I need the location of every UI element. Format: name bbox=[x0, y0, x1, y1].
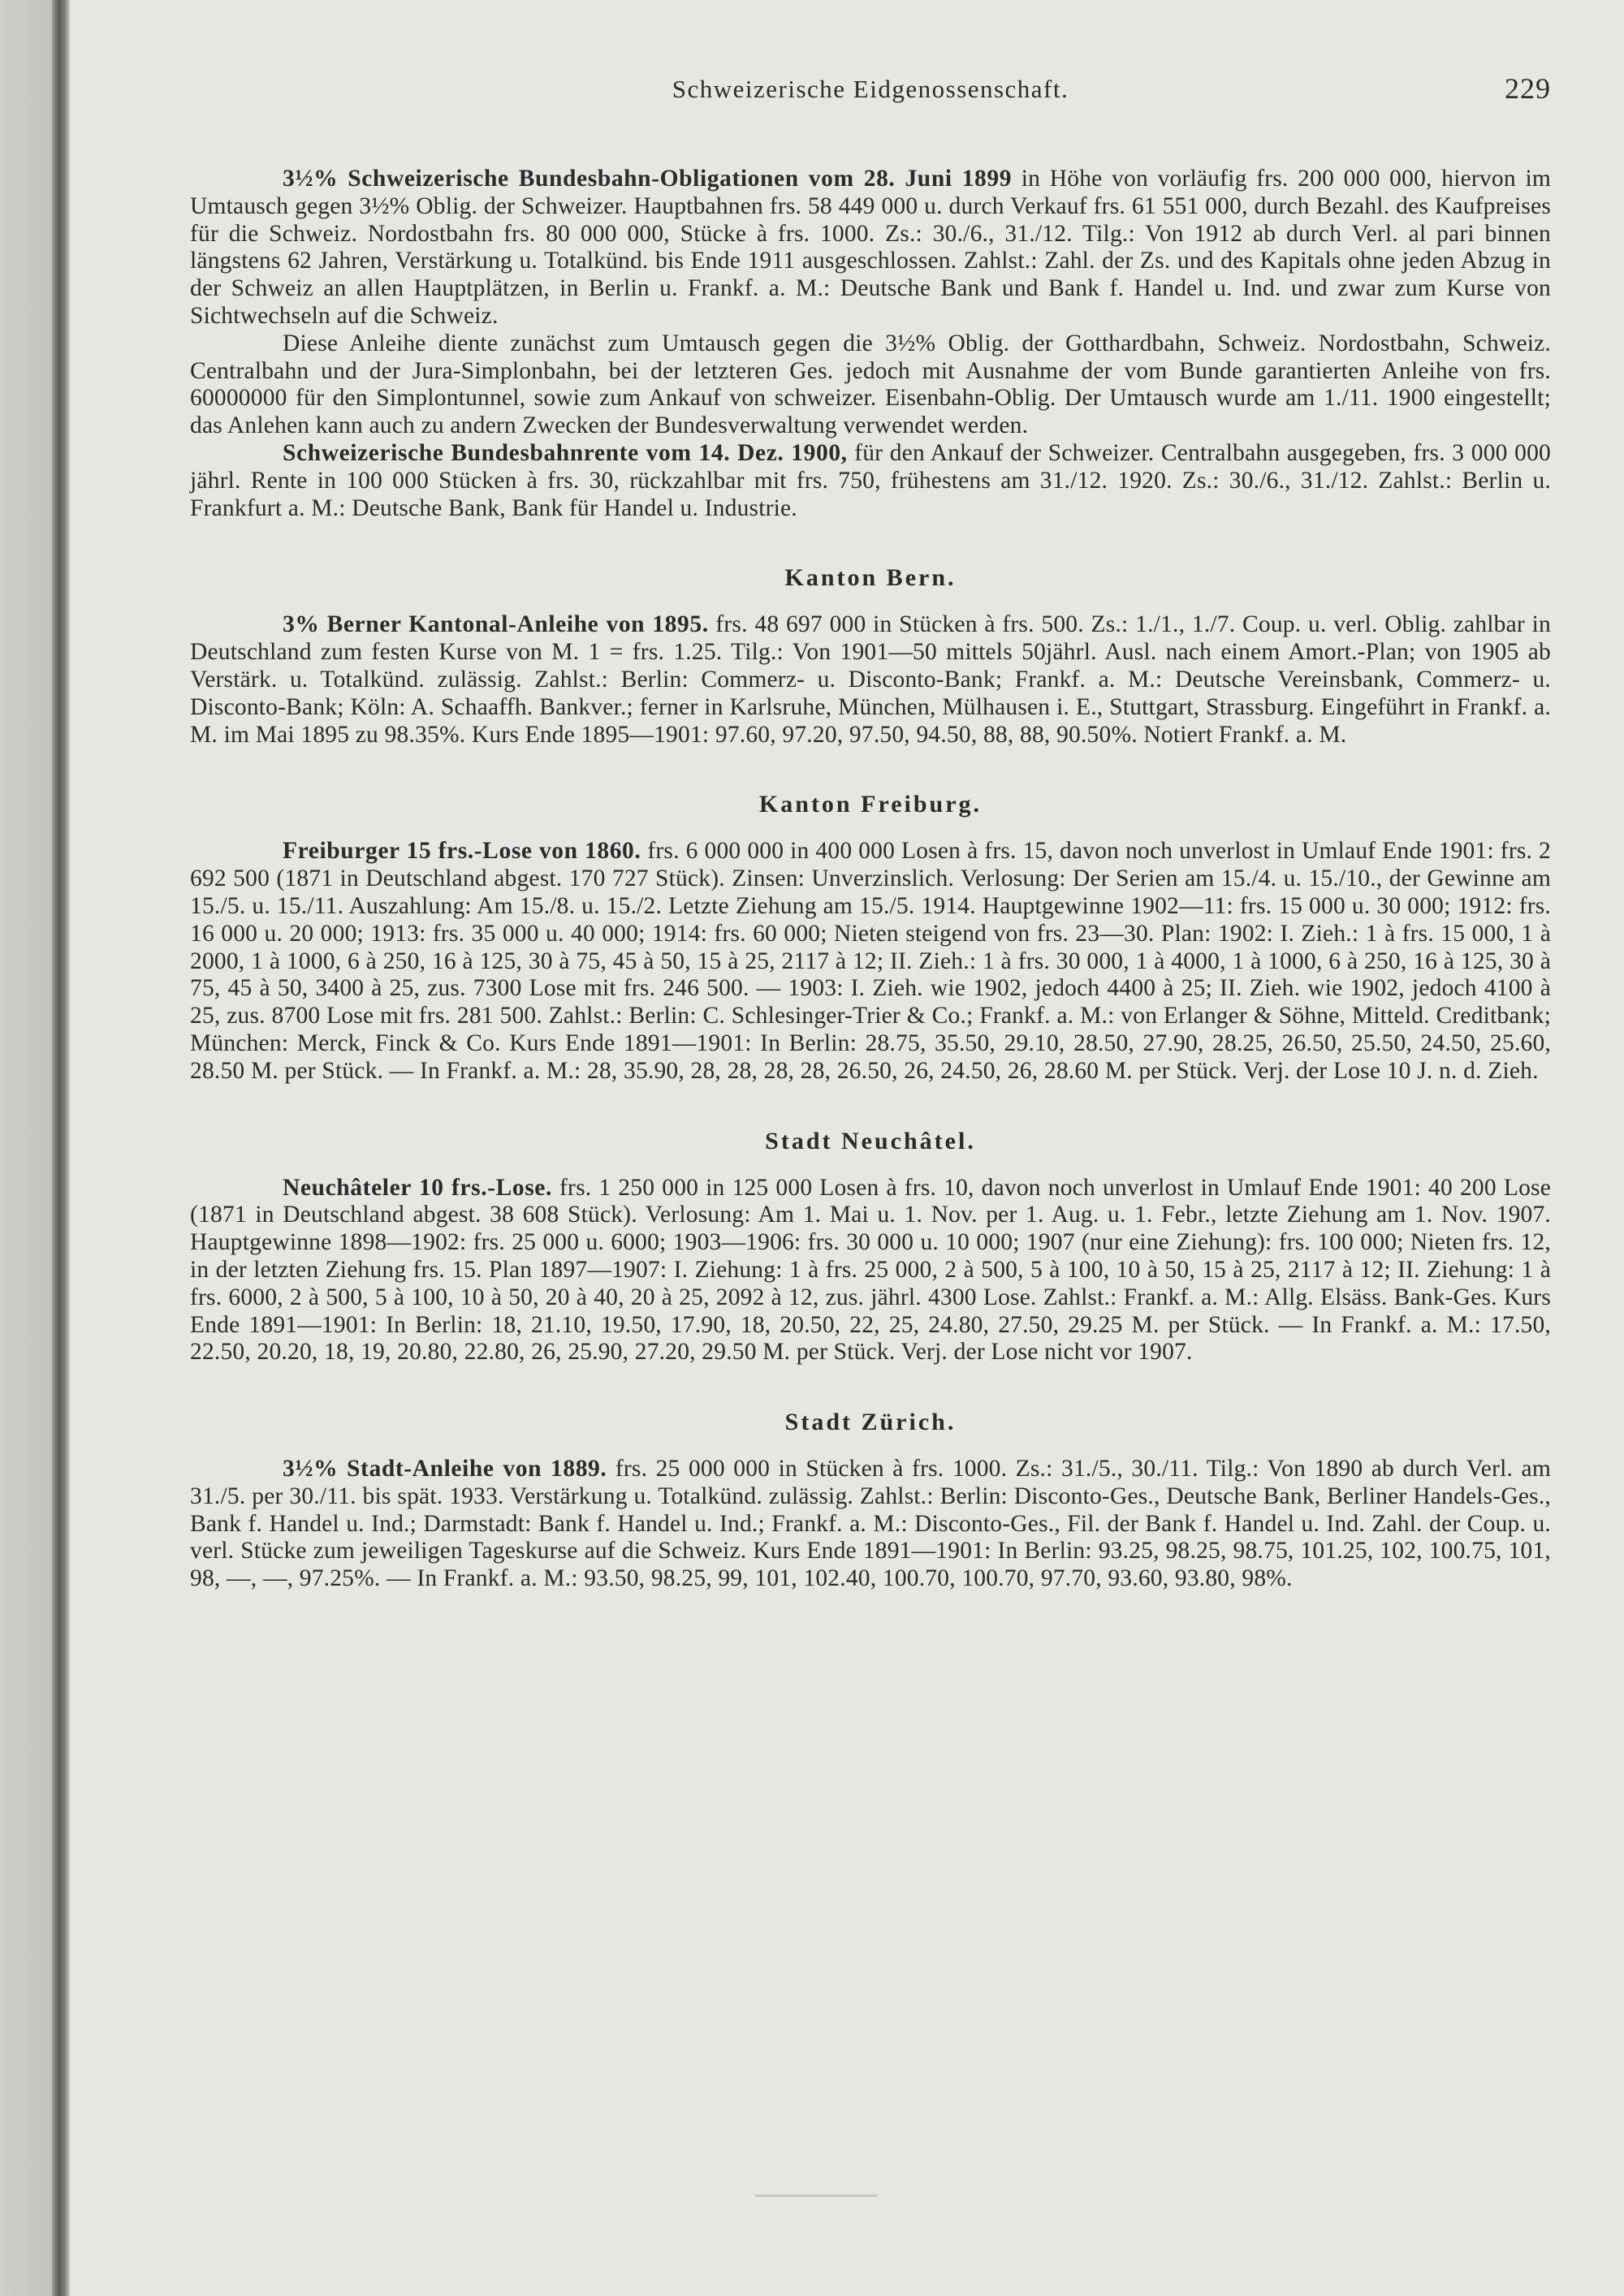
running-title: Schweizerische Eidgenossenschaft. bbox=[672, 75, 1069, 103]
entry-bundesbahn-note bbox=[190, 330, 1551, 440]
page-number: 229 bbox=[1505, 72, 1551, 105]
page-gutter-shade bbox=[0, 0, 52, 2296]
entry-freiburger-lose bbox=[190, 838, 1551, 1085]
section-heading-zuerich: Stadt Zürich. bbox=[784, 1409, 957, 1436]
page-binding-edge bbox=[52, 0, 70, 2296]
entry-text: Diese Anleihe diente zunächst zum Umtausch gegen die 3½% Oblig. der Gotthardbahn, Schweiz. Nordostbahn, Schweiz. Centralbahn und der Jura-Simplonbahn, bei der letzteren Ges. jedoch mit Ausnahme der vom Bunde garantierten Anleihe von frs. 60000000 für den Simplontunnel, sowie zum Ankauf von schweizer. Eisenbahn-Oblig. Der Umtausch wurde am 1./11. 1900 eingestellt; das Anlehen kann auch zu andern Zwecken der Bundesverwaltung verwendet werden. bbox=[190, 330, 1551, 439]
entry-title: 3½% Schweizerische Bundesbahn-Obligationen vom 28. Juni 1899 bbox=[283, 166, 1013, 192]
footer-rule bbox=[755, 2195, 877, 2197]
entry-title: 3½% Stadt-Anleihe von 1889. bbox=[283, 1456, 607, 1482]
section-heading-freiburg: Kanton Freiburg. bbox=[758, 791, 983, 818]
entry-text: frs. 6 000 000 in 400 000 Losen à frs. 15, davon noch unverlost in Umlauf Ende 1901: frs. 2 692 500 (1871 in Deutschland abgest. 170 727 Stück). Zinsen: Unverzinslich. Verlosung: Der Serien am 15./4. u. 15./10., der Gewinne am 15./5. u. 15./11. Auszahlung: Am 15./8. u. 15./2. Letzte Ziehung am 15./5. 1914. Hauptgewinne 1902—11: frs. 15 000 u. 30 000; 1912: frs. 16 000 u. 20 000; 1913: frs. 35 000 u. 40 000; 1914: frs. 60 000; Nieten steigend von frs. 23—30. Plan: 1902: I. Zieh.: 1 à frs. 15 000, 1 à 2000, 1 à 1000, 6 à 250, 16 à 125, 30 à 75, 45 à 50, 15 à 25, 2117 à 12; II. Zieh.: 1 à frs. 30 000, 1 à 4000, 1 à 1000, 6 à 250, 16 à 125, 30 à 75, 45 à 50, 3400 à 25, zus. 7300 Lose mit frs. 246 500. — 1903: I. Zieh. wie 1902, jedoch 4400 à 25; II. Zieh. wie 1902, jedoch 4100 à 25, zus. 8700 Lose mit frs. 281 500. Zahlst.: Berlin: C. Schlesinger-Trier & Co.; Frankf. a. M.: von Erlanger & Söhne, Mitteld. Creditbank; München: Merck, Finck & Co. Kurs Ende 1891—1901: In Berlin: 28.75, 35.50, 29.10, 28.50, 27.90, 28.25, 26.50, 25.50, 24.50, 25.60, 28.50 M. per Stück. — In Frankf. a. M.: 28, 35.90, 28, 28, 28, 28, 26.50, 26, 24.50, 26, 28.60 M. per Stück. Verj. der Lose 10 J. n. d. Zieh. bbox=[190, 838, 1552, 1084]
entry-title: Freiburger 15 frs.-Lose von 1860. bbox=[283, 838, 641, 865]
page-content bbox=[190, 70, 1551, 1593]
section-heading-neuchatel: Stadt Neuchâtel. bbox=[765, 1127, 976, 1154]
entry-bundesbahnrente bbox=[190, 440, 1551, 522]
entry-bundesbahn-obligationen bbox=[190, 166, 1551, 330]
entry-title: Schweizerische Bundesbahnrente vom 14. Dez. 1900, bbox=[283, 439, 848, 466]
entry-neuchateler-lose bbox=[190, 1175, 1551, 1367]
entry-title: 3% Berner Kantonal-Anleihe von 1895. bbox=[283, 611, 709, 638]
section-heading-bern: Kanton Bern. bbox=[784, 564, 957, 592]
entry-text: frs. 48 697 000 in Stücken à frs. 500. Zs.: 1./1., 1./7. Coup. u. verl. Oblig. zahlbar in Deutschland zum festen Kurse von M. 1 = frs. 1.25. Tilg.: Von 1901—50 mittels 50jährl. Ausl. nach einem Amort.-Plan; von 1905 ab Verstärk. u. Totalkünd. zulässig. Zahlst.: Berlin: Commerz- u. Disconto-Bank; Frankf. a. M.: Deutsche Vereinsbank, Commerz- u. Disconto-Bank; Köln: A. Schaaffh. Bankver.; ferner in Karlsruhe, München, Mülhausen i. E., Stuttgart, Strassburg. Eingeführt in Frankf. a. M. im Mai 1895 zu 98.35%. Kurs Ende 1895—1901: 97.60, 97.20, 97.50, 94.50, 88, 88, 90.50%. Notiert Frankf. a. M. bbox=[190, 611, 1551, 748]
entry-text: in Höhe von vorläufig frs. 200 000 000, hiervon im Umtausch gegen 3½% Oblig. der Schweizer. Hauptbahnen frs. 58 449 000 u. durch Verkauf frs. 61 551 000, durch Bezahl. des Kaufpreises für die Schweiz. Nordostbahn frs. 80 000 000, Stücke à frs. 1000. Zs.: 30./6., 31./12. Tilg.: Von 1912 ab durch Verl. al pari binnen längstens 62 Jahren, Verstärkung u. Totalkünd. bis Ende 1911 ausgeschlossen. Zahlst.: Zahl. der Zs. und des Kapitals ohne jeden Abzug in der Schweiz an allen Hauptplätzen, in Berlin u. Frankf. a. M.: Deutsche Bank und Bank f. Handel u. Ind. und zwar zum Kurse von Sichtwechseln auf die Schweiz. bbox=[190, 166, 1551, 329]
entry-text: frs. 1 250 000 in 125 000 Losen à frs. 10, davon noch unverlost in Umlauf Ende 1901: 40 200 Lose (1871 in Deutschland abgest. 38 608 Stück). Verlosung: Am 1. Mai u. 1. Nov. per 1. Aug. u. 1. Febr., letzte Ziehung am 1. Nov. 1907. Hauptgewinne 1898—1902: frs. 25 000 u. 6000; 1903—1906: frs. 30 000 u. 10 000; 1907 (nur eine Ziehung): frs. 100 000; Nieten frs. 12, in der letzten Ziehung frs. 15. Plan 1897—1907: I. Ziehung: 1 à frs. 25 000, 2 à 500, 5 à 100, 10 à 50, 15 à 25, 2117 à 12; II. Ziehung: 1 à frs. 6000, 2 à 500, 5 à 100, 10 à 50, 20 à 40, 20 à 25, 2092 à 12, zus. jährl. 4300 Lose. Zahlst.: Frankf. a. M.: Allg. Elsäss. Bank-Ges. Kurs Ende 1891—1901: In Berlin: 18, 21.10, 19.50, 17.90, 18, 20.50, 22, 25, 24.80, 27.50, 29.25 M. per Stück. — In Frankf. a. M.: 17.50, 22.50, 20.20, 18, 19, 20.80, 22.80, 26, 25.90, 27.20, 29.50 M. per Stück. Verj. der Lose nicht vor 1907. bbox=[190, 1174, 1551, 1366]
entry-berner-kantonal-anleihe bbox=[190, 611, 1551, 749]
page-header bbox=[190, 70, 1551, 119]
entry-text: für den Ankauf der Schweizer. Centralbahn ausgegeben, frs. 3 000 000 jährl. Rente in 100 000 Stücken à frs. 30, rückzahlbar mit frs. 750, frühestens am 31./12. 1920. Zs.: 30./6., 31./12. Zahlst.: Berlin u. Frankfurt a. M.: Deutsche Bank, Bank für Handel u. Industrie. bbox=[190, 439, 1552, 521]
entry-title: Neuchâteler 10 frs.-Lose. bbox=[283, 1174, 552, 1201]
entry-stadt-anleihe-zuerich bbox=[190, 1456, 1551, 1593]
entry-text: frs. 25 000 000 in Stücken à frs. 1000. Zs.: 31./5., 30./11. Tilg.: Von 1890 ab durch Verl. am 31./5. per 30./11. bis spät. 1933. Verstärkung u. Totalkünd. zulässig. Zahlst.: Berlin: Disconto-Ges., Deutsche Bank, Berliner Handels-Ges., Bank f. Handel u. Ind.; Darmstadt: Bank f. Handel u. Ind.; Frankf. a. M.: Disconto-Ges., Fil. der Bank f. Handel u. Ind. Zahl. der Coup. u. verl. Stücke zum jeweiligen Tageskurse auf die Schweiz. Kurs Ende 1891—1901: In Berlin: 93.25, 98.25, 98.75, 101.25, 102, 100.75, 101, 98, —, —, 97.25%. — In Frankf. a. M.: 93.50, 98.25, 99, 101, 102.40, 100.70, 100.70, 97.70, 93.60, 93.80, 98%. bbox=[190, 1456, 1551, 1592]
